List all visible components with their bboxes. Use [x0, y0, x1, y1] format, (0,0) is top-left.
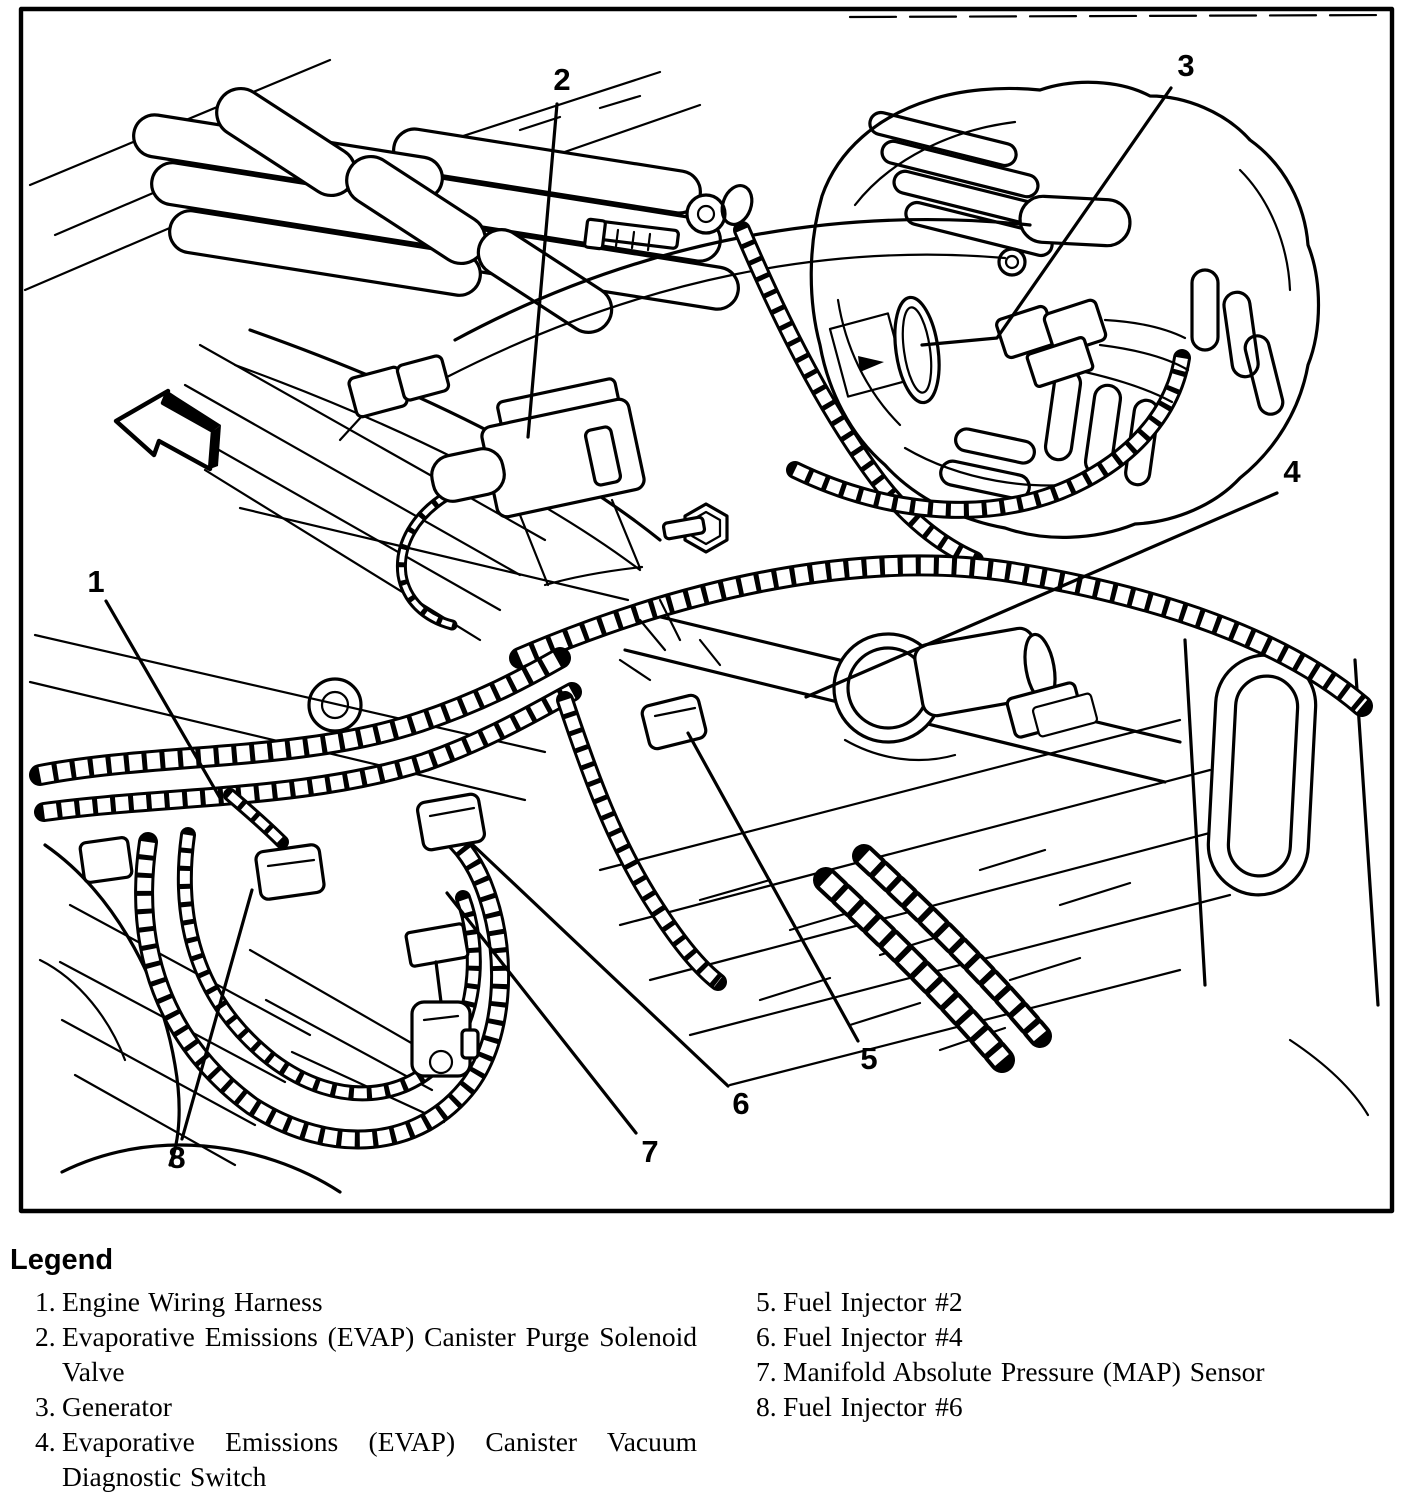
legend-item-text: Evaporative Emissions (EVAP) Canister Vacuum Diagnostic Switch — [62, 1426, 697, 1492]
callout-5: 5 — [860, 1041, 878, 1076]
legend-item-5 — [756, 1284, 1376, 1319]
legend-item-number: 2. — [35, 1321, 56, 1352]
legend-title: Legend — [10, 1244, 114, 1276]
callout-2: 2 — [553, 62, 571, 97]
callout-4: 4 — [1283, 454, 1301, 489]
legend-item-text: Engine Wiring Harness — [62, 1286, 323, 1317]
legend-item-8 — [756, 1389, 1376, 1424]
callout-7: 7 — [641, 1134, 659, 1169]
legend-item-text: Fuel Injector #4 — [783, 1321, 963, 1352]
legend-item-text: Fuel Injector #6 — [783, 1391, 963, 1422]
legend-item-number: 3. — [35, 1391, 56, 1422]
legend-item-number: 8. — [756, 1391, 777, 1422]
legend-column-right — [756, 1284, 1376, 1424]
legend-item-number: 1. — [35, 1286, 56, 1317]
legend-item-2 — [35, 1319, 697, 1389]
legend-item-number: 5. — [756, 1286, 777, 1317]
callout-6: 6 — [732, 1086, 750, 1121]
left-connector-drawing — [340, 355, 450, 440]
legend-item-text: Evaporative Emissions (EVAP) Canister Purge Solenoid Valve — [62, 1321, 697, 1387]
legend-item-3 — [35, 1389, 697, 1424]
legend-item-7 — [756, 1354, 1376, 1389]
legend-item-text: Generator — [62, 1391, 172, 1422]
legend-item-6 — [756, 1319, 1376, 1354]
callout-8: 8 — [168, 1140, 186, 1175]
front-of-vehicle-arrow-icon — [116, 391, 221, 469]
legend-item-4 — [35, 1424, 697, 1494]
legend-column-left — [35, 1284, 697, 1494]
legend-item-text: Fuel Injector #2 — [783, 1286, 963, 1317]
legend-item-number: 7. — [756, 1356, 777, 1387]
evap-vacuum-switch-drawing — [834, 626, 1098, 760]
legend-item-1 — [35, 1284, 697, 1319]
callout-1: 1 — [87, 564, 105, 599]
callout-3: 3 — [1177, 48, 1195, 83]
legend-item-number: 4. — [35, 1426, 56, 1457]
legend-item-text: Manifold Absolute Pressure (MAP) Sensor — [783, 1356, 1265, 1387]
legend-item-number: 6. — [756, 1321, 777, 1352]
